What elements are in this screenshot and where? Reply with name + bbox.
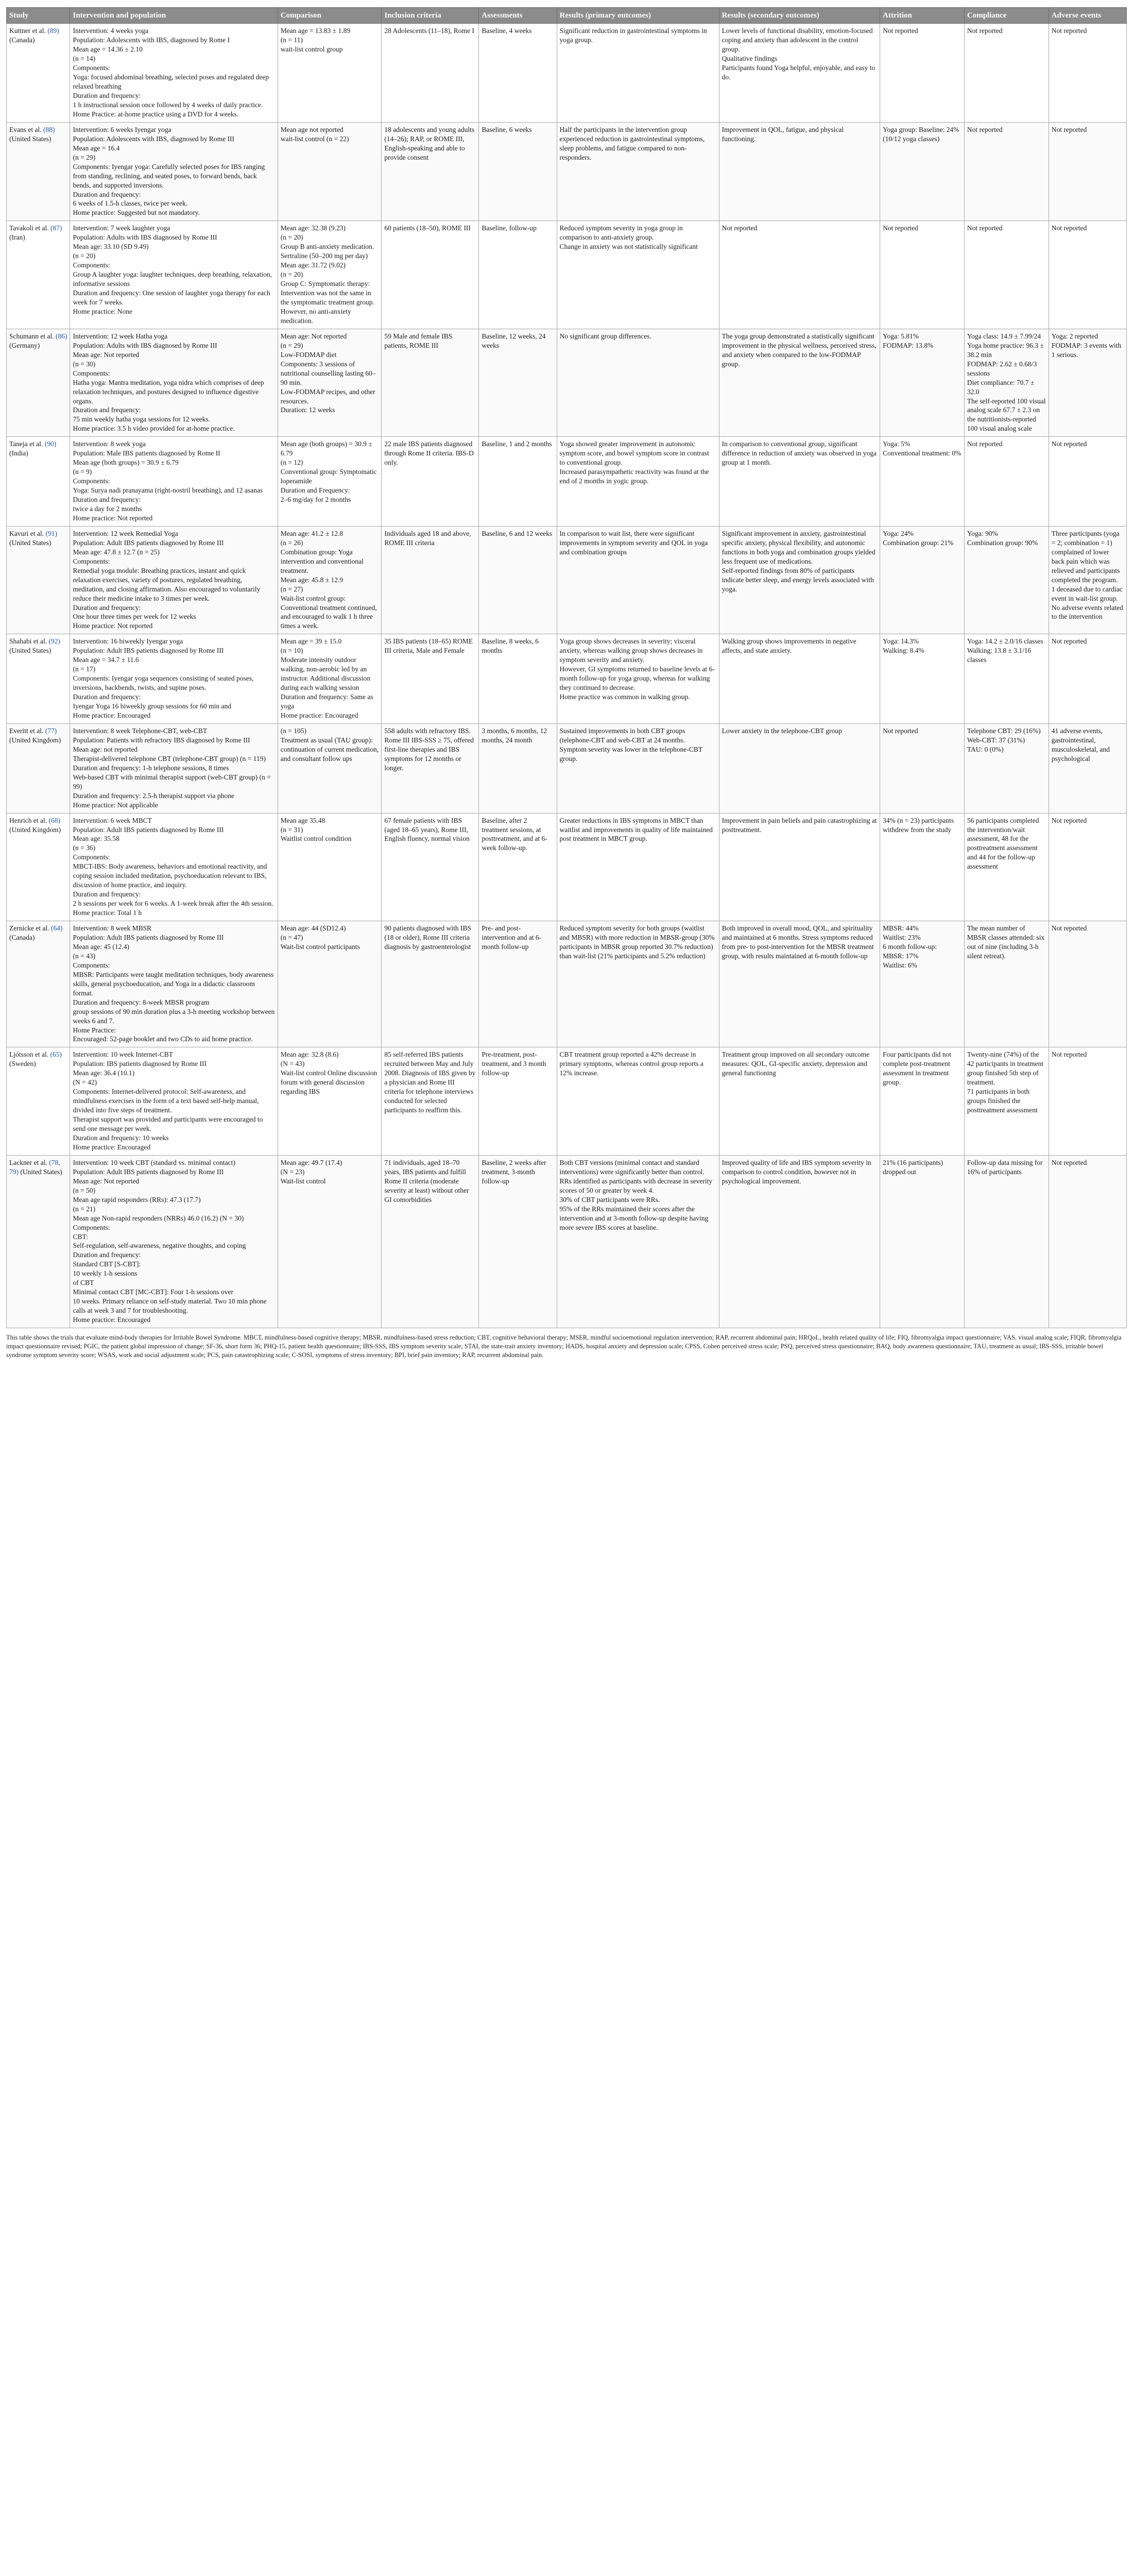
assessments-cell: Pre-treatment, post-treatment, and 3 month follow-up — [479, 1047, 557, 1155]
adverse-cell: Yoga: 2 reported FODMAP: 3 events with 1 serious. — [1049, 329, 1126, 436]
inclusion-cell: 35 IBS patients (18–65) ROME III criteria, Male and Female — [382, 634, 479, 724]
study-cell — [7, 122, 70, 221]
attrition-cell: Four participants did not complete post-treatment assessment in treatment group. — [880, 1047, 965, 1155]
study-author: Evans et al. — [9, 125, 42, 133]
primary-cell: Reduced symptom severity for both groups (waitlist and MBSR) with more reduction in MBSR-group (30% participants in MBSR group reported 30.7% reduction) than wait-list (21% participants and 5.2% reduction) — [557, 921, 719, 1047]
study-country: (United States) — [9, 538, 52, 547]
compliance-cell: Follow-up data missing for 16% of participants — [964, 1155, 1049, 1328]
reference-link[interactable]: (86) — [55, 332, 67, 340]
intervention-cell: Intervention: 10 week CBT (standard vs. minimal contact) Population: Adult IBS patients diagnosed by Rome III Mean age: Not reported (n = 50) Mean age rapid responders (RRs): 47.3 (17.7) (n = 21) Mean age Non-rapid responders (NRRs) 46.0 (16.2) (N = 30) Components: CBT: Self-regulation, self-awareness, negative thoughts, and coping Duration and frequency: Standard CBT [S-CBT]: 10 weekly 1-h sessions of CBT Minimal contact CBT [MC-CBT]: Four 1-h sessions over 10 weeks. Primary reliance on self-study material. Two 10 min phone calls at week 3 and 7 for troubleshooting. Home practice: Encouraged — [70, 1155, 278, 1328]
compliance-cell: Twenty-nine (74%) of the 42 participants in treatment group finished 5th step of treatment. 71 participants in both groups finished the posttreatment assessment — [964, 1047, 1049, 1155]
study-country: (United Kingdom) — [9, 825, 61, 834]
column-header: Adverse events — [1049, 8, 1126, 24]
reference-link[interactable]: (65) — [50, 1050, 62, 1059]
compliance-cell: The mean number of MBSR classes attended: six out of nine (including 3-h silent retreat). — [964, 921, 1049, 1047]
intervention-cell: Intervention: 8 week Telephone-CBT, web-CBT Population: Patients with refractory IBS diagnosed by Rome III Mean age: not reported Therapist-delivered telephone CBT (telephone-CBT group) (n = 119) Duration and frequency: 1-h telephone sessions, 8 times Web-based CBT with minimal therapist support (web-CBT group) (n = 99) Duration and frequency: 2.5-h therapist support via phone Home practice: Not applicable — [70, 723, 278, 813]
study-author: Kavuri et al. — [9, 529, 44, 537]
table-row — [7, 921, 1127, 1047]
table-row — [7, 1155, 1127, 1328]
study-cell — [7, 24, 70, 123]
study-author: Lackner et al. — [9, 1158, 47, 1166]
table-footnote: This table shows the trials that evaluate mind-body therapies for Irritable Bowel Syndrome. MBCT, mindfulness-based cognitive therapy; MBSR, mindfulness-based stress reduction; CBT, cognitive behavioral therapy; MSER, mindful socioemotional regulation intervention; RAP, recurrent abdominal pain; HRQoL, health related quality of life; FIQ, fibromyalgia impact questionnaire; VAS, visual analog scale; FIQR, fibromyalgia impact questionnaire revised; PGIC, the patient global impression of change; SF-36, short form 36; PHQ-15, patient health questionnaire; IBS-SSS, IBS symptom severity scale; STAI, the state-trait anxiety inventory; HADS, hospital anxiety and depression scale; CPSS, Cohen perceived stress scale; PSQ, perceived stress questionnaire; BAQ, body awareness questionnaire; TAU, treatment as usual; IBS-SSS, irritable bowel syndrome symptom severity score; WSAS, work and social adjustment scale; PCS, pain catastrophizing scale; C-SOSI, symptoms of stress inventory; BPI, brief pain inventory; RAP, recurrent abdominal pain. — [6, 1334, 1122, 1359]
table-row — [7, 221, 1127, 329]
compliance-cell: Yoga class: 14.9 ± 7.99/24 Yoga home practice: 96.3 ± 38.2 min FODMAP: 2.62 ± 0.68/3 sessions Diet compliance: 70.7 ± 32.0 The self-reported 100 visual analog scale 67.7 ± 2.3 on the nutritionists-reported 100 visual analog scale — [964, 329, 1049, 436]
table-body — [7, 24, 1127, 1328]
comparison-cell: Mean age: 32.8 (8.6) (N = 43) Wait-list control Online discussion forum with general discussion regarding IBS — [278, 1047, 382, 1155]
studies-table — [6, 7, 1127, 1328]
reference-link[interactable]: (87) — [50, 224, 62, 232]
study-author: Schumann et al. — [9, 332, 54, 340]
compliance-cell: Yoga: 90% Combination group: 90% — [964, 526, 1049, 634]
intervention-cell: Intervention: 12 week Hatha yoga Population: Adults with IBS diagnosed by Rome III Mean age: Not reported (n = 30) Components: Hatha yoga: Mantra meditation, yoga nidra which comprises of deep relaxation techniques, and postures designed to influence digestive organs. Duration and frequency: 75 min weekly hatha yoga sessions for 12 weeks. Home practice: 3.5 h video provided for at-home practice. — [70, 329, 278, 436]
table-row — [7, 329, 1127, 436]
primary-cell: Half the participants in the intervention group experienced reduction in gastrointestinal symptoms, sleep problems, and fatigue compared to non-responders. — [557, 122, 719, 221]
study-author: Tavakoli et al. — [9, 224, 49, 232]
inclusion-cell: 18 adolescents and young adults (14–26); RAP, or ROME III, English-speaking and able to provide consent — [382, 122, 479, 221]
assessments-cell: Pre- and post-intervention and at 6-month follow-up — [479, 921, 557, 1047]
inclusion-cell: 71 individuals, aged 18–70 years, IBS patients and fulfill Rome II criteria (moderate severity at least) without other GI comorbidities — [382, 1155, 479, 1328]
adverse-cell: Not reported — [1049, 813, 1126, 921]
column-header: Attrition — [880, 8, 965, 24]
study-country: (United States) — [9, 134, 52, 143]
comparison-cell: Mean age 35.48 (n = 31) Waitlist control condition — [278, 813, 382, 921]
primary-cell: In comparison to wait list, there were significant improvements in symptom severity and QOL in yoga and combination groups — [557, 526, 719, 634]
compliance-cell: Not reported — [964, 437, 1049, 527]
compliance-cell: 56 participants completed the intervention/wait assessment, 48 for the posttreatment assessment and 44 for the follow-up assessment — [964, 813, 1049, 921]
inclusion-cell: 90 patients diagnosed with IBS (18 or older), Rome III criteria diagnosis by gastroenterologist — [382, 921, 479, 1047]
primary-cell: Significant reduction in gastrointestinal symptoms in yoga group. — [557, 24, 719, 123]
adverse-cell: Not reported — [1049, 437, 1126, 527]
inclusion-cell: 85 self-referred IBS patients recruited between May and July 2008. Diagnosis of IBS given by a physician and Rome III criteria for telephone interviews conducted for selected participants to reaffirm this. — [382, 1047, 479, 1155]
intervention-cell: Intervention: 8 week MBSR Population: Adult IBS patients diagnosed by Rome III Mean age: 45 (12.4) (n = 43) Components: MBSR: Participants were taught meditation techniques, body awareness skills, general psychoeducation, and Yoga in a didactic classroom format. Duration and frequency: 8-week MBSR program group sessions of 90 min duration plus a 3-h meeting workshop between weeks 6 and 7. Home Practice: Encouraged: 52-page booklet and two CDs to aid home practice. — [70, 921, 278, 1047]
adverse-cell: Not reported — [1049, 122, 1126, 221]
assessments-cell: Baseline, 12 weeks, 24 weeks — [479, 329, 557, 436]
comparison-cell: Mean age: Not reported (n = 29) Low-FODMAP diet Components: 3 sessions of nutritional counselling lasting 60–90 min. Low-FODMAP recipes, and other resources. Duration: 12 weeks — [278, 329, 382, 436]
inclusion-cell: 558 adults with refractory IBS. Rome III IBS-SSS ≥ 75, offered first-line therapies and IBS symptoms for 12 months or longer. — [382, 723, 479, 813]
study-author: Taneja et al. — [9, 440, 43, 448]
attrition-cell: Not reported — [880, 24, 965, 123]
table-header-row — [7, 8, 1127, 24]
primary-cell: CBT treatment group reported a 42% decrease in primary symptoms, whereas control group reports a 12% increase. — [557, 1047, 719, 1155]
study-cell — [7, 221, 70, 329]
intervention-cell: Intervention: 6 week MBCT Population: Adult IBS patients diagnosed by Rome III Mean age: 35.58 (n = 36) Components: MBCT-IBS: Body awareness, behaviors and emotional reactivity, and coping session included meditation, psychoeducation relevant to IBS, discussion of home practice, and inquiry. Duration and frequency: 2 h sessions per week for 6 weeks. A 1-week break after the 4th session. Home practice: Total 1 h — [70, 813, 278, 921]
column-header: Results (secondary outcomes) — [719, 8, 880, 24]
comparison-cell: (n = 105) Treatment as usual (TAU group): continuation of current medication, and consultant follow ups — [278, 723, 382, 813]
secondary-cell: Lower levels of functional disability, emotion-focused coping and anxiety than adolescent in the control group. Qualitative findings Participants found Yoga helpful, enjoyable, and easy to do. — [719, 24, 880, 123]
comparison-cell: Mean age: 41.2 ± 12.8 (n = 26) Combination group: Yoga intervention and conventional treatment. Mean age: 45.8 ± 12.9 (n = 27) Wait-list control group: Conventional treatment continued, and encouraged to walk 1 h three times a week. — [278, 526, 382, 634]
assessments-cell: Baseline, 1 and 2 months — [479, 437, 557, 527]
attrition-cell: Yoga group: Baseline: 24% (10/12 yoga classes) — [880, 122, 965, 221]
inclusion-cell: 59 Male and female IBS patients, ROME III — [382, 329, 479, 436]
secondary-cell: Improvement in QOL, fatigue, and physical functioning. — [719, 122, 880, 221]
study-country: (United States) — [20, 1167, 62, 1176]
adverse-cell: Not reported — [1049, 634, 1126, 724]
comparison-cell: Mean age: 32.38 (9.23) (n = 20) Group B anti-anxiety medication. Sertraline (50–200 mg per day) Mean age: 31.72 (9.02) (n = 20) Group C: Symptomatic therapy: Intervention was not the same in the symptomatic treatment group. However, no anti-anxiety medication. — [278, 221, 382, 329]
secondary-cell: Improved quality of life and IBS symptom severity in comparison to control condition, however not in psychological improvement. — [719, 1155, 880, 1328]
intervention-cell: Intervention: 4 weeks yoga Population: Adolescents with IBS, diagnosed by Rome I Mean age = 14.36 ± 2.10 (n = 14) Components: Yoga: focused abdominal breathing, selected poses and regulated deep relaxed breathing Duration and frequency: 1 h instructional session once followed by 4 weeks of daily practice. Home Practice: at-home practice using a DVD for 4 weeks. — [70, 24, 278, 123]
secondary-cell: Walking group shows improvements in negative affects, and state anxiety. — [719, 634, 880, 724]
attrition-cell: 21% (16 participants) dropped out — [880, 1155, 965, 1328]
table-row — [7, 526, 1127, 634]
reference-link[interactable]: (91) — [45, 529, 57, 537]
attrition-cell: 34% (n = 23) participants withdrew from the study — [880, 813, 965, 921]
comparison-cell: Mean age: 44 (SD12.4) (n = 47) Wait-list control participants — [278, 921, 382, 1047]
compliance-cell: Telephone CBT: 29 (16%) Web-CBT: 37 (31%) TAU: 0 (0%) — [964, 723, 1049, 813]
compliance-cell: Not reported — [964, 24, 1049, 123]
reference-link[interactable]: (77) — [45, 726, 57, 735]
study-country: (United Kingdom) — [9, 736, 61, 744]
comparison-cell: Mean age not reported wait-list control (n = 22) — [278, 122, 382, 221]
assessments-cell: Baseline, 6 and 12 weeks — [479, 526, 557, 634]
primary-cell: Reduced symptom severity in yoga group in comparison to anti-anxiety group. Change in anxiety was not statistically significant — [557, 221, 719, 329]
study-cell — [7, 437, 70, 527]
column-header: Compliance — [964, 8, 1049, 24]
comparison-cell: Mean age = 39 ± 15.0 (n = 10) Moderate intensity outdoor walking, non-aerobic led by an instructor. Additional discussion during each walking session Duration and frequency: Same as yoga Home practice: Encouraged — [278, 634, 382, 724]
primary-cell: No significant group differences. — [557, 329, 719, 436]
comparison-cell: Mean age: 49.7 (17.4) (N = 23) Wait-list control — [278, 1155, 382, 1328]
reference-link[interactable]: (89) — [47, 27, 59, 35]
study-country: (Iran) — [9, 233, 25, 242]
inclusion-cell: Individuals aged 18 and above, ROME III criteria — [382, 526, 479, 634]
attrition-cell: Yoga: 5.81% FODMAP: 13.8% — [880, 329, 965, 436]
attrition-cell: Not reported — [880, 221, 965, 329]
compliance-cell: Not reported — [964, 122, 1049, 221]
inclusion-cell: 22 male IBS patients diagnosed through Rome II criteria. IBS-D only. — [382, 437, 479, 527]
intervention-cell: Intervention: 7 week laughter yoga Population: Adults with IBS diagnosed by Rome III Mean age: 33.10 (SD 9.49) (n = 20) Components: Group A laughter yoga: laughter techniques, deep breathing, relaxation, informative sessions Duration and frequency: One session of laughter yoga therapy for each week for 7 weeks. Home practice: None — [70, 221, 278, 329]
reference-link[interactable]: (64) — [50, 924, 63, 933]
adverse-cell: Not reported — [1049, 221, 1126, 329]
attrition-cell: Not reported — [880, 723, 965, 813]
study-country: (United States) — [9, 647, 52, 655]
inclusion-cell: 28 Adolescents (11–18), Rome I — [382, 24, 479, 123]
assessments-cell: Baseline, 6 weeks — [479, 122, 557, 221]
compliance-cell: Not reported — [964, 221, 1049, 329]
column-header: Intervention and population — [70, 8, 278, 24]
study-cell — [7, 921, 70, 1047]
study-cell — [7, 329, 70, 436]
study-cell — [7, 1155, 70, 1328]
adverse-cell: 41 adverse events, gastrointestinal, musculoskeletal, and psychological — [1049, 723, 1126, 813]
column-header: Comparison — [278, 8, 382, 24]
reference-link[interactable]: (92) — [48, 637, 60, 646]
attrition-cell: MBSR: 44% Waitlist: 23% 6 month follow-up: MBSR: 17% Waitlist: 6% — [880, 921, 965, 1047]
study-country: (Canada) — [9, 933, 35, 941]
table-row — [7, 813, 1127, 921]
study-author: Shahabi et al. — [9, 637, 47, 646]
secondary-cell: The yoga group demonstrated a statistically significant improvement in the physical wellness, perceived stress, and anxiety when compared to the low-FODMAP group. — [719, 329, 880, 436]
column-header: Assessments — [479, 8, 557, 24]
study-cell — [7, 813, 70, 921]
table-row — [7, 122, 1127, 221]
study-country: (Sweden) — [9, 1060, 36, 1068]
primary-cell: Greater reductions in IBS symptoms in MBCT than waitlist and improvements in quality of life maintained post treatment in MBCT group. — [557, 813, 719, 921]
study-author: Kuttner et al. — [9, 27, 46, 35]
assessments-cell: 3 months, 6 months, 12 months, 24 month — [479, 723, 557, 813]
study-author: Zernicke et al. — [9, 924, 49, 933]
table-row — [7, 24, 1127, 123]
reference-link[interactable]: (90) — [44, 440, 57, 448]
assessments-cell: Baseline, 2 weeks after treatment, 3-month follow-up — [479, 1155, 557, 1328]
study-cell — [7, 723, 70, 813]
assessments-cell: Baseline, 8 weeks, 6 months — [479, 634, 557, 724]
secondary-cell: Improvement in pain beliefs and pain catastrophizing at posttreatment. — [719, 813, 880, 921]
compliance-cell: Yoga: 14.2 ± 2.0/16 classes Walking: 13.8 ± 3.1/16 classes — [964, 634, 1049, 724]
study-author: Henrich et al. — [9, 816, 47, 824]
primary-cell: Yoga showed greater improvement in autonomic symptom score, and bowel symptom score in contrast to conventional group. Increased parasympathetic reactivity was found at the end of 2 months in yogic group. — [557, 437, 719, 527]
table-row — [7, 634, 1127, 724]
study-cell — [7, 634, 70, 724]
intervention-cell: Intervention: 6 weeks Iyengar yoga Population: Adolescents with IBS, diagnosed by Rome III Mean age = 16.4 (n = 29) Components: Iyengar yoga: Carefully selected poses for IBS ranging from standing, reclining, and seated poses, to forward bends, back bends, and supported inversions. Duration and frequency: 6 weeks of 1.5-h classes, twice per week. Home practice: Suggested but not mandatory. — [70, 122, 278, 221]
study-country: (Canada) — [9, 36, 35, 44]
primary-cell: Yoga group shows decreases in severity; visceral anxiety, whereas walking group shows decreases in symptom severity and anxiety. However, GI symptoms returned to baseline levels at 6-month follow-up for yoga group, whereas for walking they continued to decrease. Home practice was common in walking group. — [557, 634, 719, 724]
column-header: Results (primary outcomes) — [557, 8, 719, 24]
secondary-cell: Both improved in overall mood, QOL, and spirituality and maintained at 6 months. Stress symptoms reduced from pre- to post-intervention for the MBSR treatment group, with results maintained at 6-month follow-up — [719, 921, 880, 1047]
secondary-cell: Treatment group improved on all secondary outcome measures: QOL, GI-specific anxiety, depression and general functioning — [719, 1047, 880, 1155]
primary-cell: Both CBT versions (minimal contact and standard interventions) were significantly better than control. RRs identified as participants with decrease in severity scores of 50 or greater by week 4. 30% of CBT participants were RRs. 95% of the RRs maintained their scores after the intervention and at 3-month follow-up despite having more severe IBS scores at baseline. — [557, 1155, 719, 1328]
table-row — [7, 1047, 1127, 1155]
adverse-cell: Three participants (yoga = 2; combination = 1) complained of lower back pain which was relieved and participants completed the program. 1 deceased due to cardiac event in wait-list group. No adverse events related to the intervention — [1049, 526, 1126, 634]
primary-cell: Sustained improvements in both CBT groups (telephone-CBT and web-CBT at 24 months. Symptom severity was lower in the telephone-CBT group. — [557, 723, 719, 813]
column-header: Study — [7, 8, 70, 24]
attrition-cell: Yoga: 5% Conventional treatment: 0% — [880, 437, 965, 527]
secondary-cell: Not reported — [719, 221, 880, 329]
secondary-cell: Lower anxiety in the telephone-CBT group — [719, 723, 880, 813]
comparison-cell: Mean age (both groups) = 30.9 ± 6.79 (n = 12) Conventional group: Symptomatic loperamide Duration and Frequency: 2–6 mg/day for 2 months — [278, 437, 382, 527]
reference-link[interactable]: (68) — [48, 816, 60, 824]
intervention-cell: Intervention: 12 week Remedial Yoga Population: Adult IBS patients diagnosed by Rome III Mean age: 47.8 ± 12.7 (n = 25) Components: Remedial yoga module: Breathing practices, instant and quick relaxation exercises, variety of postures, regulated breathing, meditation, and closing affirmation. Also encouraged to voluntarily reduce their medicine intake to 3 times per week. Duration and frequency: One hour three times per week for 12 weeks Home practice: Not reported — [70, 526, 278, 634]
study-author: Ljótsson et al. — [9, 1050, 49, 1059]
secondary-cell: Significant improvement in anxiety, gastrointestinal specific anxiety, physical flexibility, and autonomic functions in both yoga and combination groups yielded less frequent use of medications. Self-reported findings from 80% of participants indicate better sleep, and energy levels associated with yoga. — [719, 526, 880, 634]
column-header: Inclusion criteria — [382, 8, 479, 24]
attrition-cell: Yoga: 14.3% Walking: 8.4% — [880, 634, 965, 724]
comparison-cell: Mean age = 13.83 ± 1.89 (n = 11) wait-list control group — [278, 24, 382, 123]
assessments-cell: Baseline, follow-up — [479, 221, 557, 329]
study-cell — [7, 526, 70, 634]
study-author: Everitt et al. — [9, 726, 44, 735]
assessments-cell: Baseline, 4 weeks — [479, 24, 557, 123]
secondary-cell: In comparison to conventional group, significant difference in reduction of anxiety was observed in yoga group at 1 month. — [719, 437, 880, 527]
table-row — [7, 723, 1127, 813]
intervention-cell: Intervention: 8 week yoga Population: Male IBS patients diagnosed by Rome II Mean age (both groups) = 30.9 ± 6.79 (n = 9) Components: Yoga: Surya nadi pranayama (right-nostril breathing), and 12 asanas Duration and frequency: twice a day for 2 months Home practice: Not reported — [70, 437, 278, 527]
adverse-cell: Not reported — [1049, 1047, 1126, 1155]
reference-link[interactable]: (88) — [43, 125, 55, 133]
intervention-cell: Intervention: 10 week Internet-CBT Population: IBS patients diagnosed by Rome III Mean age: 36.4 (10.1) (N = 42) Components: Internet-delivered protocol: Self-awareness, and mindfulness exercises in the form of a text based self-help manual, divided into five steps of treatment. Therapist support was provided and participants were encouraged to send one message per week. Duration and frequency: 10 weeks Home practice: Encouraged — [70, 1047, 278, 1155]
study-cell — [7, 1047, 70, 1155]
reference-link[interactable]: (78, 79) — [9, 1158, 60, 1176]
adverse-cell: Not reported — [1049, 1155, 1126, 1328]
adverse-cell: Not reported — [1049, 921, 1126, 1047]
intervention-cell: Intervention: 16 biweekly Iyengar yoga Population: Adult IBS patients diagnosed by Rome III Mean age = 34.7 ± 11.6 (n = 17) Components: Iyengar yoga sequences consisting of seated poses, inversions, backbends, twists, and supine poses. Duration and frequency: Iyengar Yoga 16 biweekly group sessions for 60 min and Home practice: Encouraged — [70, 634, 278, 724]
study-country: (India) — [9, 449, 28, 457]
adverse-cell: Not reported — [1049, 24, 1126, 123]
study-country: (Germany) — [9, 341, 40, 349]
table-row — [7, 437, 1127, 527]
attrition-cell: Yoga: 24% Combination group: 21% — [880, 526, 965, 634]
inclusion-cell: 60 patients (18–50), ROME III — [382, 221, 479, 329]
assessments-cell: Baseline, after 2 treatment sessions, at posttreatment, and at 6-week follow-up. — [479, 813, 557, 921]
inclusion-cell: 67 female patients with IBS (aged 18–65 years), Rome III, English fluency, normal vision — [382, 813, 479, 921]
